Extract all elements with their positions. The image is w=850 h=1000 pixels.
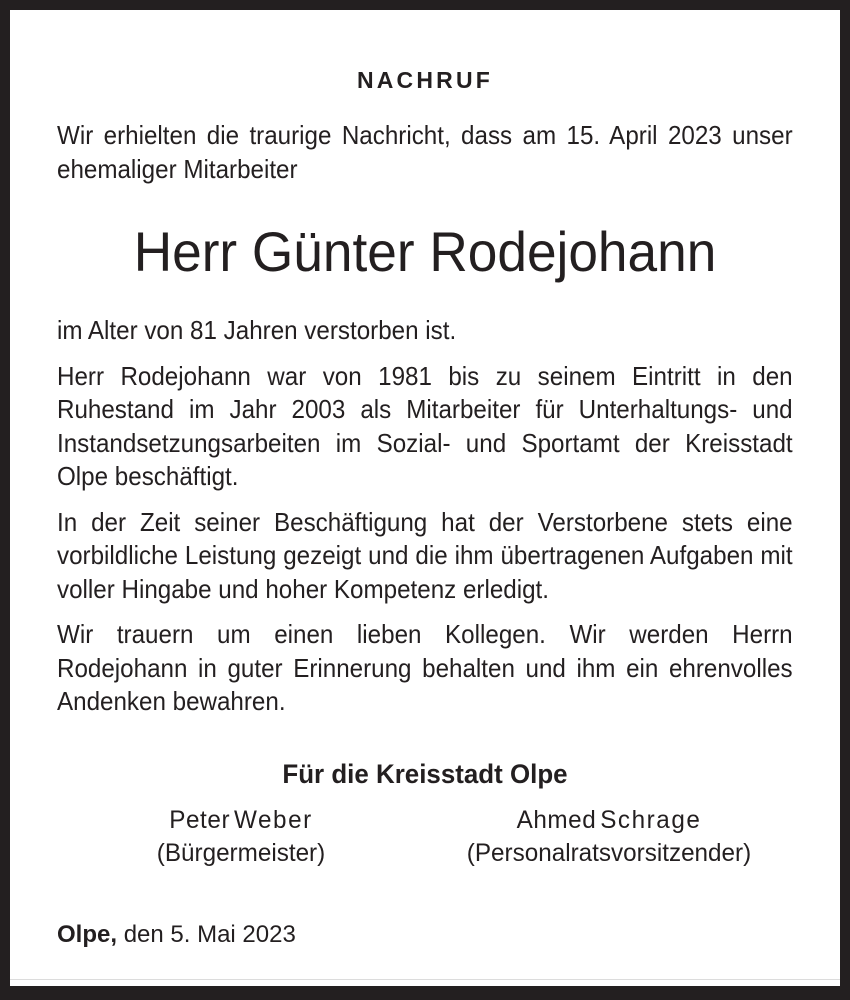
notice-content [57,10,793,947]
signature-block [57,788,793,870]
signer-mayor [57,804,425,870]
age-line: im Alter von 81 Jahren verstorben ist. [57,315,457,345]
date-line [57,870,793,947]
signer-mayor-first-name: Peter [169,805,231,834]
body-paragraph-3: Wir trauern um einen lieben Kollegen. Wir werden Herrn Rodejohann in guter Erinnerung behalten und ihm ein ehrenvolles Andenken bewahren. [57,619,793,716]
bottom-rule [10,979,840,980]
signer-mayor-surname: Weber [233,805,313,834]
signer-works-council [425,804,793,870]
signer-works-council-role: (Personalratsvorsitzender) [466,838,752,867]
lead-paragraph: Wir erhielten die traurige Nachricht, dass am 15. April 2023 unser ehemaliger Mitarbeiter [57,120,793,184]
signer-works-council-surname: Schrage [600,805,702,834]
signer-mayor-name [63,804,420,837]
date-text: den 5. Mai 2023 [123,920,296,948]
date-place: Olpe, [57,920,118,948]
page-title: NACHRUF [356,67,494,93]
signer-works-council-first-name: Ahmed [516,805,597,834]
body-paragraph-2: In der Zeit seiner Beschäftigung hat der Verstorbene stets eine vorbildliche Leistung gezeigt und die ihm übertragenen Aufgaben mit voller Hingabe und hoher Kompetenz erledigt. [57,506,793,604]
signer-works-council-name [431,804,788,837]
deceased-name: Herr Günter Rodejohann [133,220,717,283]
body-paragraph-1: Herr Rodejohann war von 1981 bis zu seinem Eintritt in den Ruhestand im Jahr 2003 als Mitarbeiter für Unterhaltungs- und Instandsetzungsarbeiten im Sozial- und Sportamt der Kreisstadt Olpe beschäftigt. [57,360,793,491]
signature-heading: Für die Kreisstadt Olpe [282,758,568,789]
notice-inner-panel [10,10,840,986]
signer-mayor-role: (Bürgermeister) [156,838,326,867]
